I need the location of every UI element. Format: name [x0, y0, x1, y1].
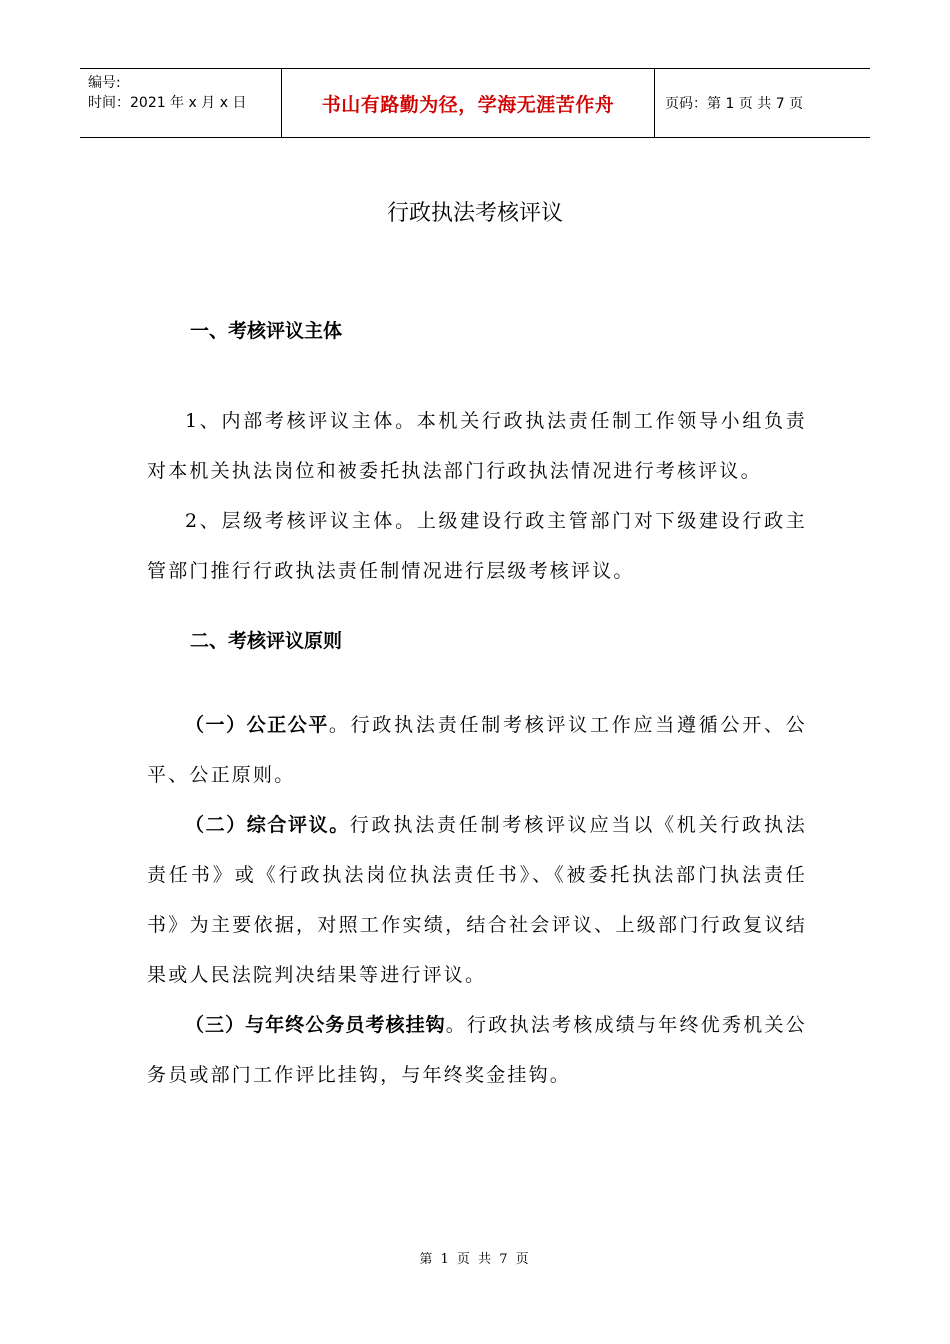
section2-item-1-text: 。行政执法责任制考核评议工作应当遵循公开、公平、公正原则。	[147, 714, 807, 786]
header-page-info-cell	[655, 69, 870, 137]
time-label: 时间：2021 年 x 月 x 日	[88, 95, 247, 111]
section2-item-2-lead: （二）综合评议。	[185, 814, 350, 836]
document-title: 行政执法考核评议	[386, 201, 563, 226]
section1-heading: 一、考核评议主体	[190, 320, 343, 342]
section1-item-1: 1、内部考核评议主体。本机关行政执法责任制工作领导小组负责对本机关执法岗位和被委托执法部门行政执法情况进行考核评议。	[147, 410, 807, 482]
header-meta	[80, 69, 282, 137]
section1-body	[147, 396, 807, 596]
section2-item-3-text: 。行政执法考核成绩与年终优秀机关公务员或部门工作评比挂钩，与年终奖金挂钩。	[147, 1014, 807, 1086]
page-info: 页码：第 1 页 共 7 页	[665, 96, 804, 112]
section2-item-3-lead: （三）与年终公务员考核挂钩	[185, 1014, 446, 1036]
section2-body	[147, 700, 807, 1100]
page-header	[80, 68, 870, 138]
section2-item-1-lead: （一）公正公平	[185, 714, 329, 736]
header-motto-cell	[282, 69, 655, 137]
page-footer: 第 1 页 共 7 页	[419, 1252, 531, 1267]
section2-item-1	[147, 700, 807, 800]
motto: 书山有路勤为径，学海无涯苦作舟	[321, 93, 615, 116]
section2-item-3	[147, 1000, 807, 1100]
section2-item-2	[147, 800, 807, 1000]
section2-heading: 二、考核评议原则	[190, 630, 343, 652]
section2-item-2-text: 行政执法责任制考核评议应当以《机关行政执法责任书》或《行政执法岗位执法责任书》、《被委托执法部门执法责任书》为主要依据，对照工作实绩，结合社会评议、上级部门行政复议结果或人民法院判决结果等进行评议。	[147, 814, 807, 986]
section1-item-2: 2、层级考核评议主体。上级建设行政主管部门对下级建设行政主管部门推行行政执法责任制情况进行层级考核评议。	[147, 510, 807, 582]
number-label: 编号:	[88, 75, 121, 91]
